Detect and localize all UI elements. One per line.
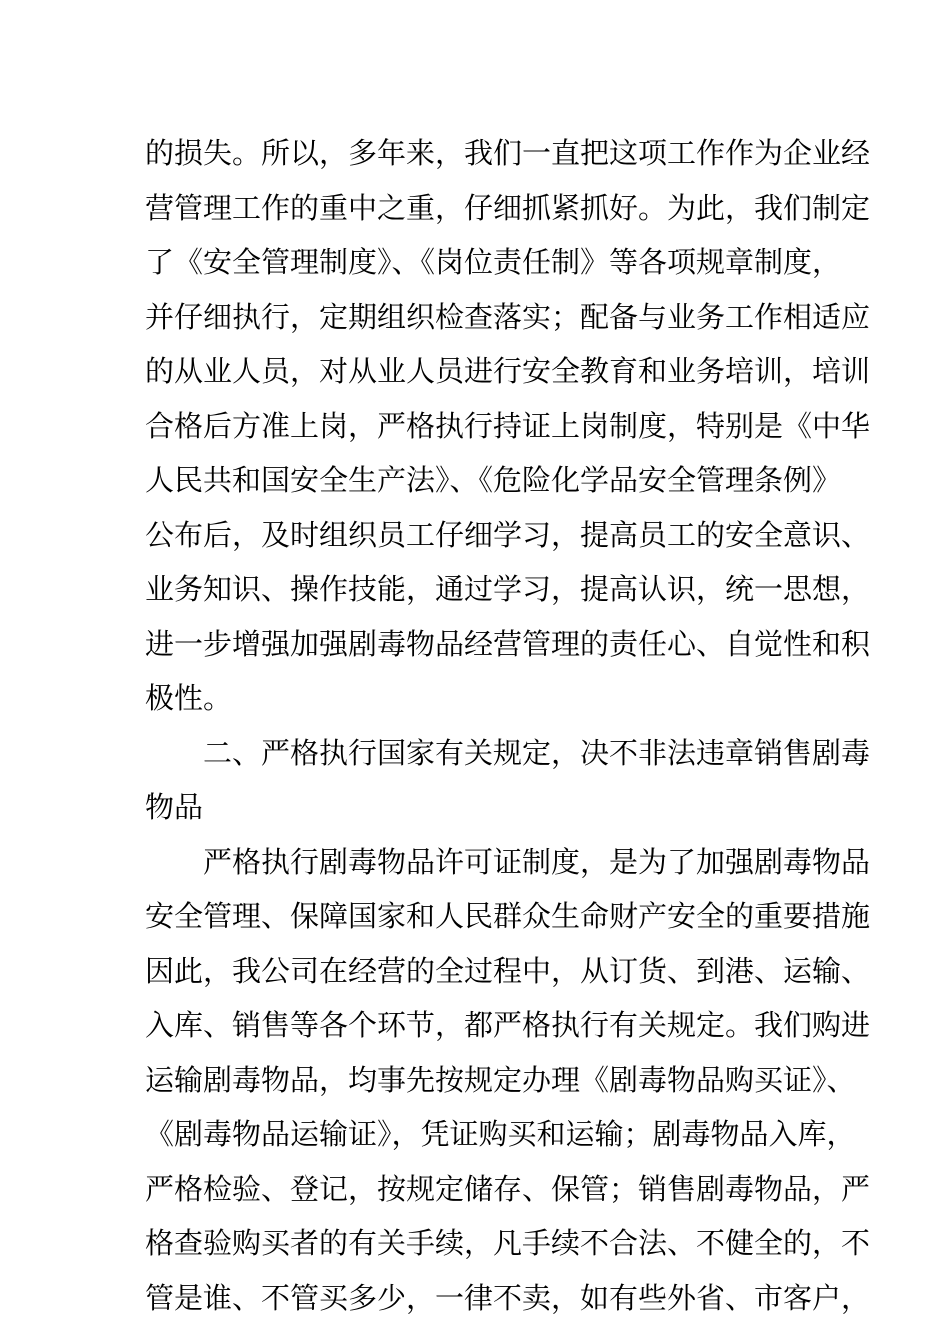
text-line: 管是谁、不管买多少，一律不卖，如有些外省、市客户， [145,1280,871,1315]
text-line: 公布后，及时组织员工仔细学习，提高员工的安全意识、 [145,517,871,552]
text-line: 业务知识、操作技能，通过学习，提高认识，统一思想， [145,572,871,606]
paragraph-start-line: 严格执行剧毒物品许可证制度，是为了加强剧毒物品 [203,844,871,879]
text-line: 并仔细执行，定期组织检查落实；配备与业务工作相适应 [145,299,871,334]
text-line: 的损失。所以，多年来，我们一直把这项工作作为企业经 [145,136,871,170]
text-line: 进一步增强加强剧毒物品经营管理的责任心、自觉性和积 [145,626,871,661]
body-text [145,126,871,1325]
text-line: 《剧毒物品运输证》，凭证购买和运输；剧毒物品入库， [145,1117,856,1151]
text-line: 因此，我公司在经营的全过程中，从订货、到港、运输、 [145,953,871,988]
text-line: 运输剧毒物品，均事先按规定办理《剧毒物品购买证》、 [145,1062,856,1097]
section-heading-line: 二、严格执行国家有关规定，决不非法违章销售剧毒 [203,735,871,770]
text-line: 入库、销售等各个环节，都严格执行有关规定。我们购进 [145,1008,871,1042]
text-line: 的从业人员，对从业人员进行安全教育和业务培训，培训 [145,354,871,388]
text-line: 严格检验、登记，按规定储存、保管；销售剧毒物品，严 [145,1171,871,1206]
text-line: 营管理工作的重中之重，仔细抓紧抓好。为此，我们制定 [145,190,871,225]
paragraph-end-line: 极性。 [145,681,233,715]
section-heading-end-line: 物品 [145,790,204,824]
text-line: 了《安全管理制度》、《岗位责任制》等各项规章制度， [145,245,842,279]
text-line: 合格后方准上岗，严格执行持证上岗制度，特别是《中华 [145,408,871,443]
text-line: 格查验购买者的有关手续，凡手续不合法、不健全的，不 [145,1226,871,1260]
text-line: 安全管理、保障国家和人民群众生命财产安全的重要措施 [145,899,871,933]
text-line: 人民共和国安全生产法》、《危险化学品安全管理条例》 [145,463,842,497]
